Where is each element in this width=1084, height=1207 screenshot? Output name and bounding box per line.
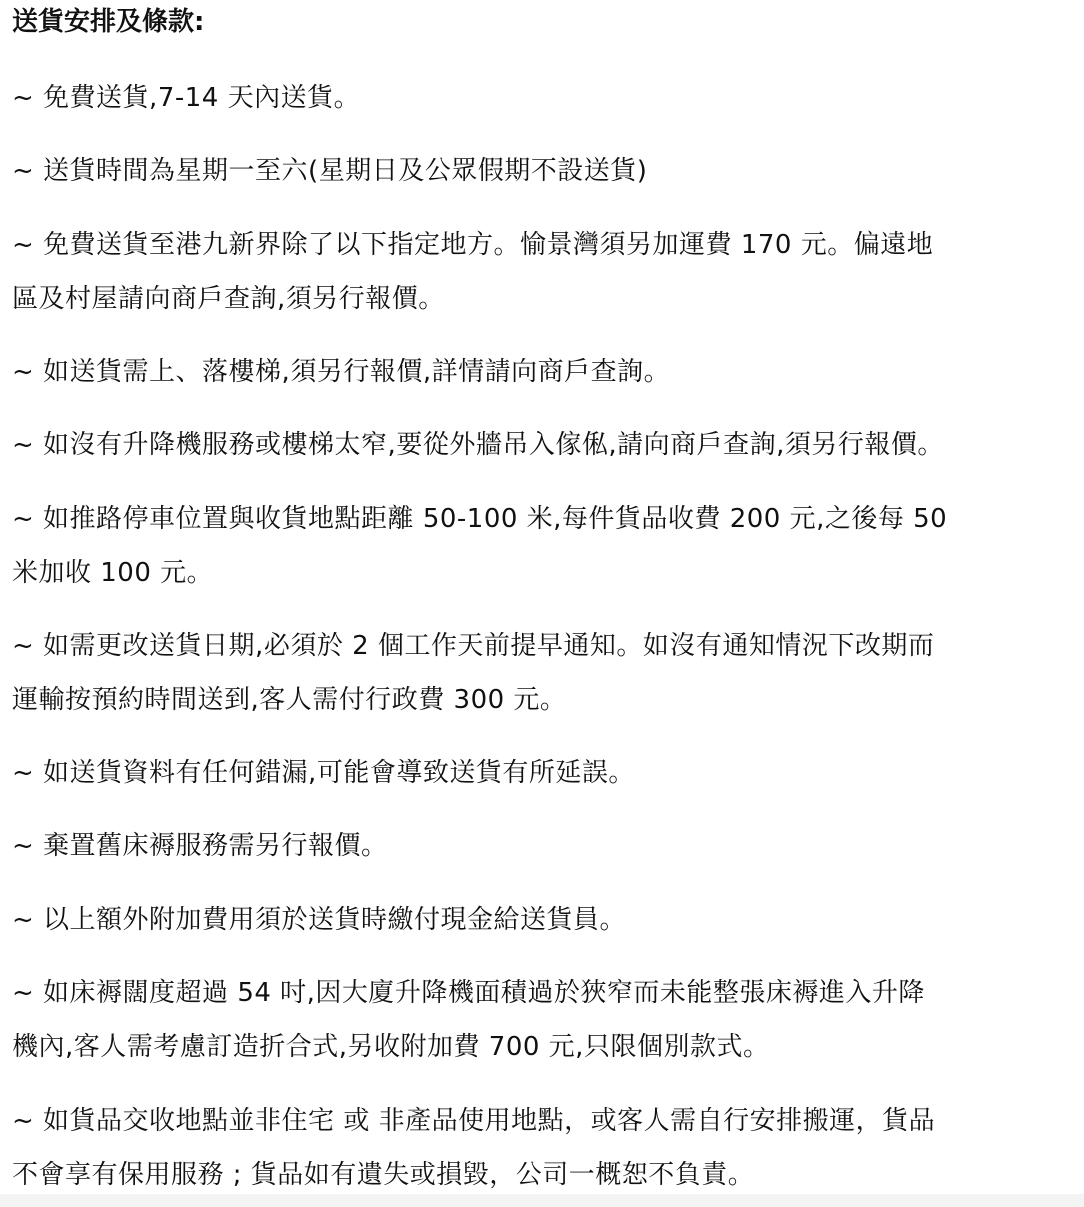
term-line: ~ 棄置舊床褥服務需另行報價。	[12, 831, 388, 861]
term-item-10	[12, 893, 1078, 947]
term-item-8	[12, 746, 1078, 800]
term-item-6	[12, 492, 1078, 600]
term-line: ~ 以上額外附加費用須於送貨時繳付現金給送貨員。	[12, 905, 627, 935]
term-item-1	[12, 71, 1078, 125]
term-line: ~ 如送貨資料有任何錯漏,可能會導致送貨有所延誤。	[12, 758, 635, 788]
term-item-5	[12, 418, 1078, 472]
term-item-4	[12, 345, 1078, 399]
term-line: ~ 如需更改送貨日期,必須於 2 個工作天前提早通知。如沒有通知情況下改期而	[12, 631, 935, 661]
term-item-2	[12, 144, 1078, 198]
terms-heading: 送貨安排及條款:	[12, 7, 205, 37]
term-line: ~ 如床褥闊度超過 54 吋,因大廈升降機面積過於狹窄而未能整張床褥進入升降	[12, 978, 925, 1008]
bottom-divider	[0, 1194, 1084, 1207]
term-item-7	[12, 619, 1078, 727]
term-item-3	[12, 218, 1078, 326]
term-line: 不會享有保用服務 ; 貨品如有遺失或損毀，公司一概恕不負責。	[12, 1160, 755, 1190]
term-item-12	[12, 1094, 1078, 1202]
term-line: 區及村屋請向商戶查詢,須另行報價。	[12, 284, 445, 314]
term-item-11	[12, 966, 1078, 1074]
term-line: 米加收 100 元。	[12, 558, 214, 588]
term-line: 運輸按預約時間送到,客人需付行政費 300 元。	[12, 685, 567, 715]
term-line: ~ 送貨時間為星期一至六(星期日及公眾假期不設送貨)	[12, 156, 648, 186]
term-line: 機內,客人需考慮訂造折合式,另收附加費 700 元,只限個別款式。	[12, 1032, 770, 1062]
term-line: ~ 如推路停車位置與收貨地點距離 50-100 米,每件貨品收費 200 元,之後每 50	[12, 504, 948, 534]
term-line: ~ 如沒有升降機服務或樓梯太窄,要從外牆吊入傢俬,請向商戶查詢,須另行報價。	[12, 430, 944, 460]
term-line: ~ 如送貨需上、落樓梯,須另行報價,詳情請向商戶查詢。	[12, 357, 671, 387]
term-line: ~ 如貨品交收地點並非住宅 或 非產品使用地點，或客人需自行安排搬運，貨品	[12, 1106, 936, 1136]
term-line: ~ 免費送貨,7-14 天內送貨。	[12, 83, 361, 113]
term-line: ~ 免費送貨至港九新界除了以下指定地方。愉景灣須另加運費 170 元。偏遠地	[12, 230, 934, 260]
term-item-9	[12, 819, 1078, 873]
